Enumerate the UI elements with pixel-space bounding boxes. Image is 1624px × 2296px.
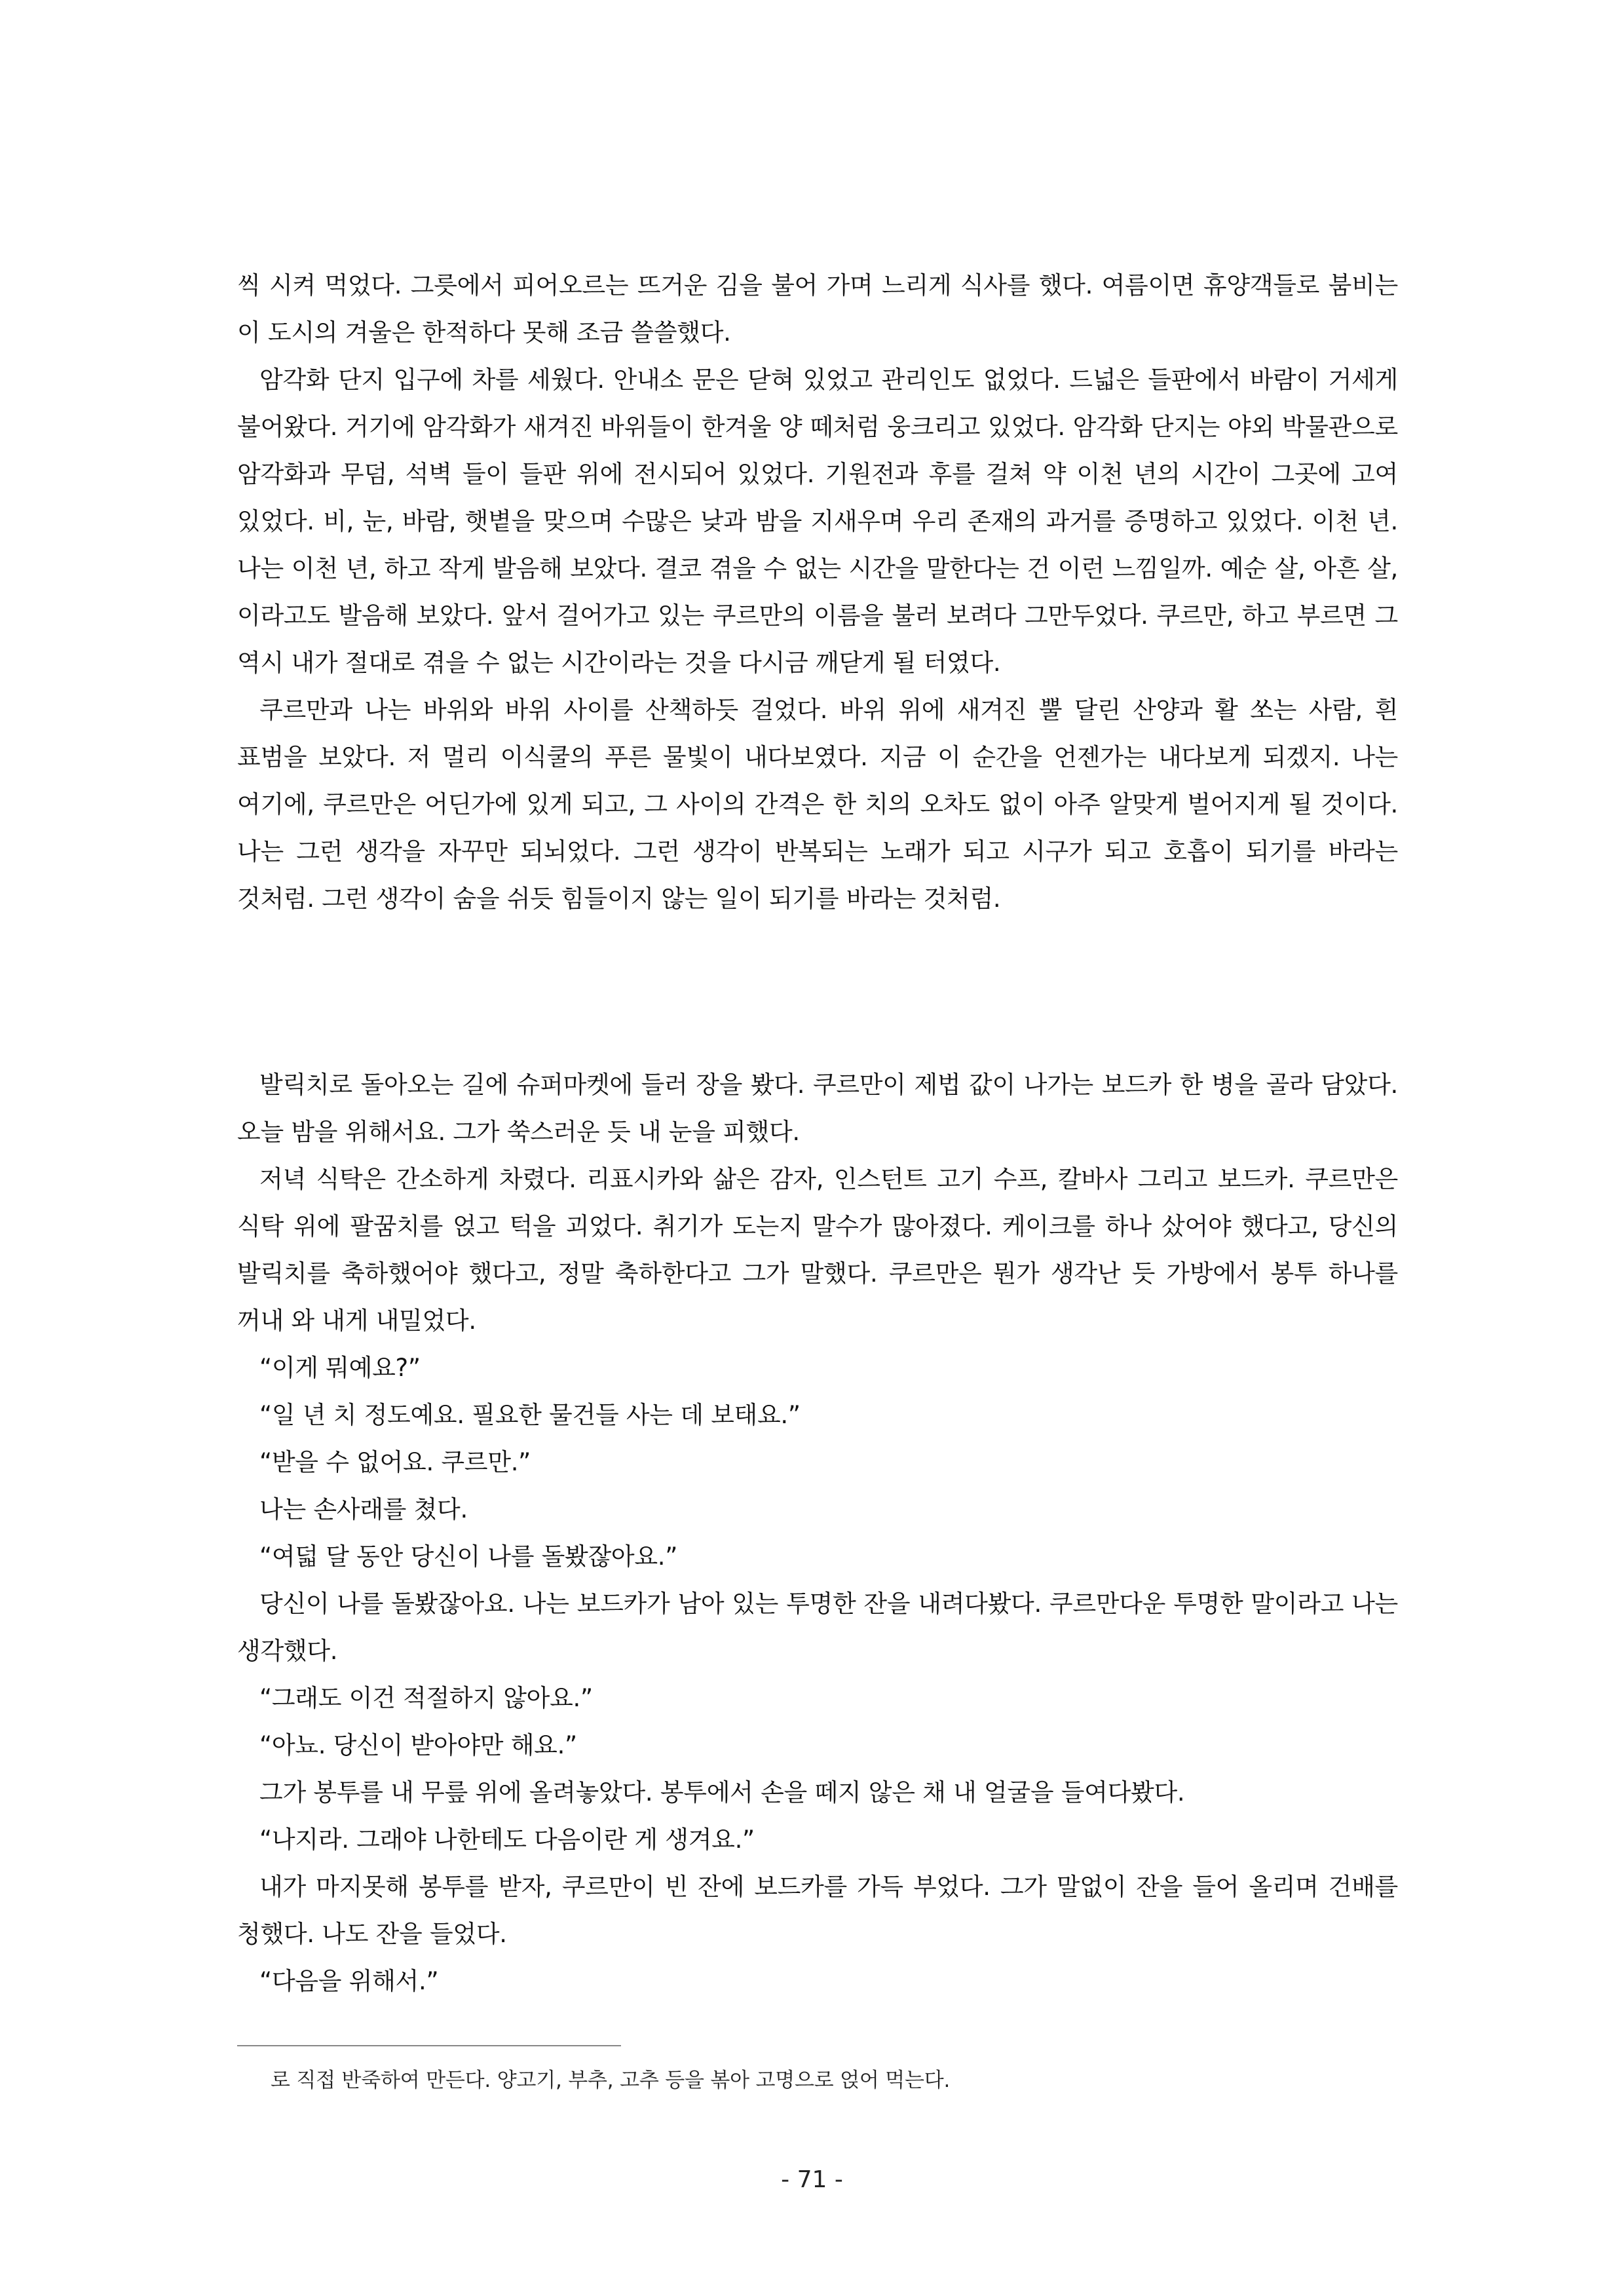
- body-text-section-2: [237, 1062, 1398, 2005]
- paragraph: 씩 시켜 먹었다. 그릇에서 피어오르는 뜨거운 김을 불어 가며 느리게 식사를 했다. 여름이면 휴양객들로 붐비는 이 도시의 겨울은 한적하다 못해 조금 쓸쓸했다.: [237, 271, 1398, 347]
- paragraph: 내가 마지못해 봉투를 받자, 쿠르만이 빈 잔에 보드카를 가득 부었다. 그가 말없이 잔을 들어 올리며 건배를 청했다. 나도 잔을 들었다.: [237, 1873, 1398, 1948]
- dialogue-line: “이게 뭐예요?”: [259, 1354, 421, 1382]
- dialogue-line: “나지라. 그래야 나한테도 다음이란 게 생겨요.”: [259, 1826, 755, 1854]
- footnote-divider: [237, 2045, 621, 2046]
- paragraph: 당신이 나를 돌봤잖아요. 나는 보드카가 남아 있는 투명한 잔을 내려다봤다. 쿠르만다운 투명한 말이라고 나는 생각했다.: [237, 1590, 1398, 1665]
- body-text-section-1: [237, 262, 1398, 923]
- paragraph: 발릭치로 돌아오는 길에 슈퍼마켓에 들러 장을 봤다. 쿠르만이 제법 값이 나가는 보드카 한 병을 골라 담았다. 오늘 밤을 위해서요. 그가 쑥스러운 듯 내 눈을 피했다.: [237, 1071, 1398, 1146]
- dialogue-line: “그래도 이건 적절하지 않아요.”: [259, 1684, 593, 1712]
- paragraph: 저녁 식탁은 간소하게 차렸다. 리표시카와 삶은 감자, 인스턴트 고기 수프, 칼바사 그리고 보드카. 쿠르만은 식탁 위에 팔꿈치를 얹고 턱을 괴었다. 취기가 도는지 말수가 많아졌다. 케이크를 하나 샀어야 했다고, 당신의 발릭치를 축하했어야 했다고, 정말 축하한다고 그가 말했다. 쿠르만은 뭔가 생각난 듯 가방에서 봉투 하나를 꺼내 와 내게 내밀었다.: [237, 1165, 1398, 1335]
- paragraph: 그가 봉투를 내 무릎 위에 올려놓았다. 봉투에서 손을 떼지 않은 채 내 얼굴을 들여다봤다.: [259, 1778, 1185, 1807]
- dialogue-line: “여덟 달 동안 당신이 나를 돌봤잖아요.”: [259, 1542, 678, 1571]
- dialogue-line: “받을 수 없어요. 쿠르만.”: [259, 1448, 531, 1476]
- dialogue-line: “일 년 치 정도예요. 필요한 물건들 사는 데 보태요.”: [259, 1401, 801, 1429]
- page-number: - 71 -: [781, 2166, 843, 2193]
- paragraph: 암각화 단지 입구에 차를 세웠다. 안내소 문은 닫혀 있었고 관리인도 없었다. 드넓은 들판에서 바람이 거세게 불어왔다. 거기에 암각화가 새겨진 바위들이 한겨울 양 떼처럼 웅크리고 있었다. 암각화 단지는 야외 박물관으로 암각화과 무덤, 석벽 들이 들판 위에 전시되어 있었다. 기원전과 후를 걸쳐 약 이천 년의 시간이 그곳에 고여 있었다. 비, 눈, 바람, 햇볕을 맞으며 수많은 낮과 밤을 지새우며 우리 존재의 과거를 증명하고 있었다. 이천 년. 나는 이천 년, 하고 작게 발음해 보았다. 결코 겪을 수 없는 시간을 말한다는 건 이런 느낌일까. 예순 살, 아흔 살, 이라고도 발음해 보았다. 앞서 걸어가고 있는 쿠르만의 이름을 불러 보려다 그만두었다. 쿠르만, 하고 부르면 그 역시 내가 절대로 겪을 수 없는 시간이라는 것을 다시금 깨닫게 될 터였다.: [237, 366, 1398, 677]
- paragraph: 쿠르만과 나는 바위와 바위 사이를 산책하듯 걸었다. 바위 위에 새겨진 뿔 달린 산양과 활 쏘는 사람, 흰 표범을 보았다. 저 멀리 이식쿨의 푸른 물빛이 내다보였다. 지금 이 순간을 언젠가는 내다보게 되겠지. 나는 여기에, 쿠르만은 어딘가에 있게 되고, 그 사이의 간격은 한 치의 오차도 없이 아주 알맞게 벌어지게 될 것이다. 나는 그런 생각을 자꾸만 되뇌었다. 그런 생각이 반복되는 노래가 되고 시구가 되고 호흡이 되기를 바라는 것처럼. 그런 생각이 숨을 쉬듯 힘들이지 않는 일이 되기를 바라는 것처럼.: [237, 696, 1398, 913]
- paragraph: 나는 손사래를 쳤다.: [259, 1495, 468, 1523]
- footnote-text: 로 직접 반죽하여 만든다. 양고기, 부추, 고추 등을 볶아 고명으로 얹어 먹는다.: [271, 2069, 951, 2092]
- dialogue-line: “다음을 위해서.”: [259, 1967, 439, 1995]
- dialogue-line: “아뇨. 당신이 받아야만 해요.”: [259, 1731, 577, 1759]
